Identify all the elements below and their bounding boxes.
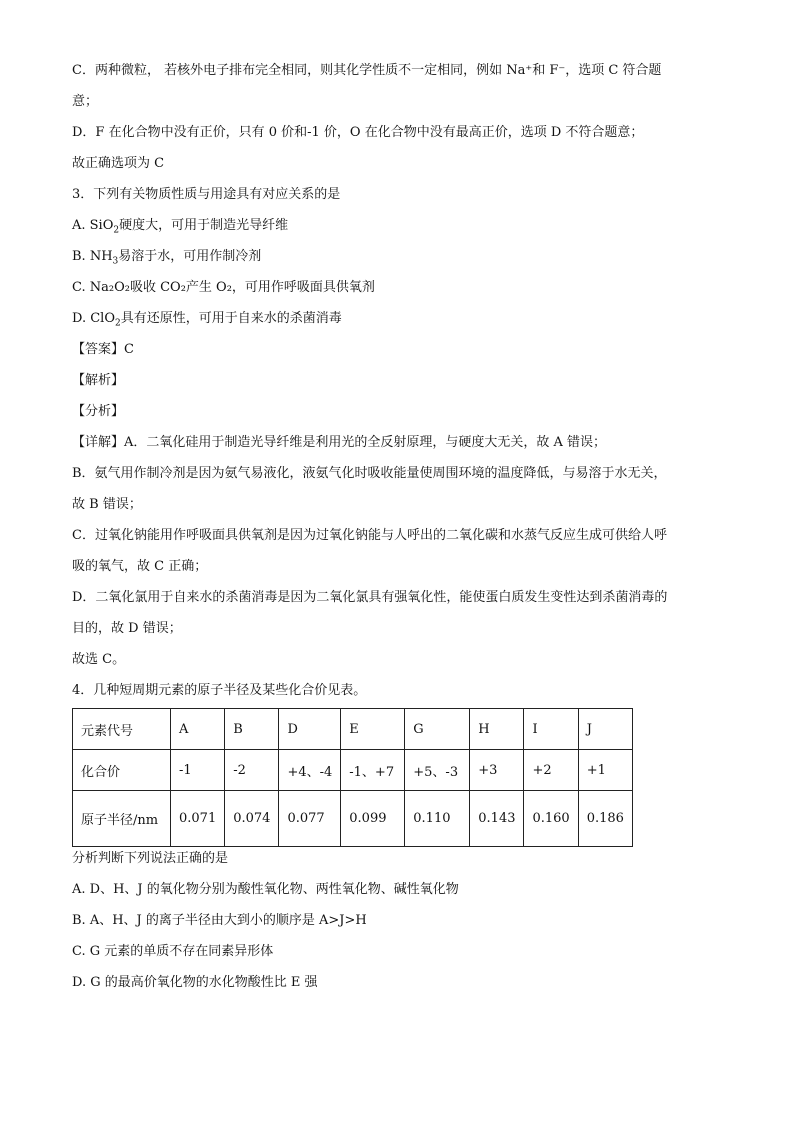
table-cell: -1、+7 — [341, 750, 405, 791]
table-cell: +2 — [524, 750, 578, 791]
text-line — [72, 217, 732, 235]
table-cell: D — [279, 709, 341, 750]
table-cell: 0.077 — [279, 791, 341, 847]
text-segment: B. NH — [72, 249, 113, 264]
text-line: D．F 在化合物中没有正价，只有 0 价和-1 价，O 在化合物中没有最高正价，选项 D 不符合题意； — [72, 125, 644, 140]
text-line — [72, 248, 732, 266]
text-line: 分析判断下列说法正确的是 — [72, 851, 229, 866]
table-cell: +5、-3 — [405, 750, 470, 791]
text-line: C. G 元素的单质不存在同素异形体 — [72, 944, 274, 959]
table-cell: +1 — [578, 750, 632, 791]
table-cell: G — [405, 709, 470, 750]
text-line: 吸的氧气，故 C 正确； — [72, 559, 208, 574]
text-line: B. A、H、J 的离子半径由大到小的顺序是 A>J>H — [72, 913, 367, 928]
text-line: C．两种微粒， 若核外电子排布完全相同，则其化学性质不一定相同，例如 Na⁺和 F⁻，选项 C 符合题 — [72, 63, 662, 78]
text-segment: 硬度大，可用于制造光导纤维 — [119, 218, 289, 233]
text-line: A. D、H、J 的氧化物分别为酸性氧化物、两性氧化物、碱性氧化物 — [72, 882, 459, 897]
text-segment: D. ClO — [72, 311, 115, 326]
table-header-row — [73, 709, 633, 750]
table-cell: -2 — [225, 750, 279, 791]
table-cell: 原子半径/nm — [73, 791, 171, 847]
table-cell: +3 — [470, 750, 524, 791]
text-line: B．氨气用作制冷剂是因为氨气易液化，液氨气化时吸收能量使周围环境的温度降低，与易溶于水无关， — [72, 466, 667, 481]
text-line: 故正确选项为 C — [72, 156, 165, 171]
subscript: 2 — [113, 225, 120, 236]
subscript: 2 — [115, 318, 121, 329]
text-line — [72, 310, 732, 328]
text-segment: A. SiO — [72, 218, 114, 233]
text-line: D．二氧化氯用于自来水的杀菌消毒是因为二氧化氯具有强氧化性，能使蛋白质发生变性达到杀菌消毒的 — [72, 590, 668, 605]
text-segment: 易溶于水，可用作制冷剂 — [118, 249, 262, 264]
text-line: 故选 C。 — [72, 652, 126, 667]
table-cell: 0.074 — [225, 791, 279, 847]
table-cell: E — [341, 709, 405, 750]
subscript: 3 — [112, 256, 119, 267]
table-row — [73, 750, 633, 791]
text-line: 3．下列有关物质性质与用途具有对应关系的是 — [72, 187, 341, 202]
text-line: 【详解】A．二氧化硅用于制造光导纤维是利用光的全反射原理，与硬度大无关，故 A 错误； — [72, 435, 607, 450]
text-line: 【解析】 — [72, 373, 125, 388]
text-line: C．过氧化钠能用作呼吸面具供氧剂是因为过氧化钠能与人呼出的二氧化碳和水蒸气反应生成可供给人呼 — [72, 528, 667, 543]
table-cell: 化合价 — [73, 750, 171, 791]
text-line: 4．几种短周期元素的原子半径及某些化合价见表。 — [72, 683, 367, 698]
table-cell: A — [171, 709, 225, 750]
table-cell: 元素代号 — [73, 709, 171, 750]
element-data-table — [72, 708, 633, 847]
table-cell: 0.099 — [341, 791, 405, 847]
table-cell: -1 — [171, 750, 225, 791]
table-cell: 0.071 — [171, 791, 225, 847]
table-row — [73, 791, 633, 847]
text-line: C. Na₂O₂吸收 CO₂产生 O₂，可用作呼吸面具供氧剂 — [72, 280, 375, 295]
text-line: 故 B 错误； — [72, 497, 142, 512]
text-segment: 具有还原性，可用于自来水的杀菌消毒 — [120, 311, 342, 326]
table-cell: H — [470, 709, 524, 750]
options-block — [72, 850, 732, 992]
table-cell: 0.143 — [470, 791, 524, 847]
table-cell: I — [524, 709, 578, 750]
document-page — [72, 62, 732, 992]
table-cell: +4、-4 — [279, 750, 341, 791]
text-line: 【答案】C — [72, 342, 134, 357]
text-line: 意； — [72, 94, 99, 109]
text-line: D. G 的最高价氧化物的水化物酸性比 E 强 — [72, 975, 318, 990]
text-line: 【分析】 — [72, 404, 125, 419]
text-line: 目的，故 D 错误； — [72, 621, 182, 636]
table-cell: 0.160 — [524, 791, 578, 847]
table-cell: J — [578, 709, 632, 750]
table-cell: B — [225, 709, 279, 750]
question-text-block — [72, 62, 732, 700]
table-cell: 0.110 — [405, 791, 470, 847]
table-cell: 0.186 — [578, 791, 632, 847]
